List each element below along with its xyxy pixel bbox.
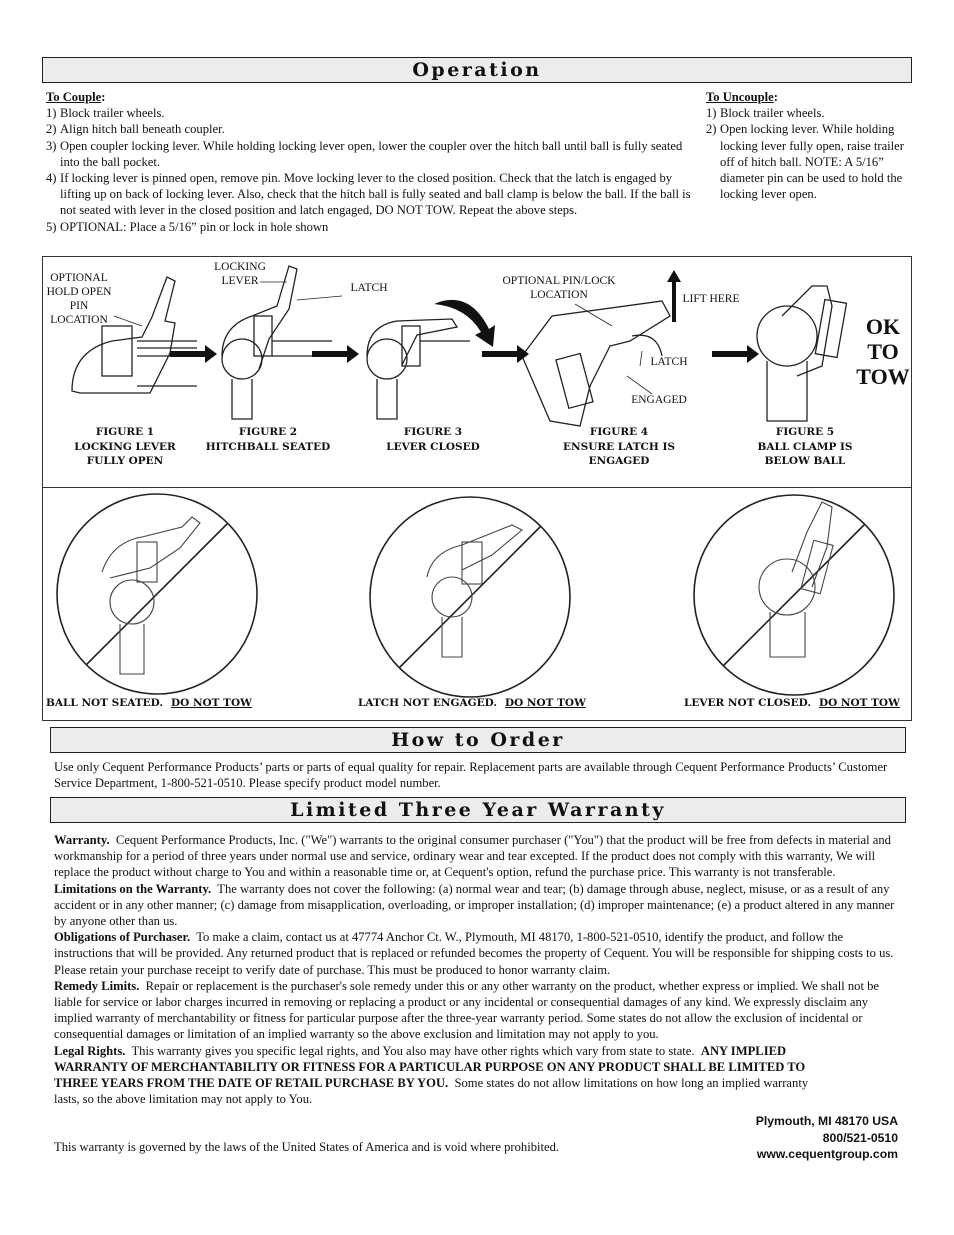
optional-lock-label: OPTIONAL PIN/LOCK LOCATION: [502, 275, 616, 301]
step-text: Block trailer wheels.: [60, 106, 165, 121]
figure2-caption: [196, 425, 340, 454]
section-text: This warranty gives you specific legal rights, and You also may have other rights which vary from state to state.: [131, 1043, 695, 1058]
step-text: Open coupler locking lever. While holding locking lever open, lower the coupler over the hitch ball until ball is fully seated into the ball pocket.: [60, 138, 683, 169]
step-number: 1): [46, 106, 57, 121]
uncouple-step: [706, 105, 916, 121]
order-title: How to Order: [391, 729, 565, 751]
couple-step: [46, 138, 696, 170]
section-text: Repair or replacement is the purchaser's sole remedy under this or any other warranty on the product, whether express or implied. We shall not be liable for service or labor charges incurred in removing or replacing a product or any incidental or consequential damages of any kind. We expressly disclaim any implied warranty of merchantability or fitness for particular purpose after the three-year warranty period. Some states do not allow the exclusion of incidental or consequential damages or limitation of an implied warranty so the above exclusion and limitation may not apply to you.: [54, 978, 879, 1042]
caption-line: FIGURE 5: [775, 426, 835, 438]
locking-lever-label: LOCKING LEVER: [214, 261, 266, 287]
couple-step: [46, 219, 696, 235]
caption-line: FIGURE 4: [589, 426, 649, 438]
contact-phone: 800/521-0510: [822, 1130, 898, 1145]
warning-lever-not-closed: [684, 695, 900, 711]
warning-ball-not-seated: [46, 695, 252, 711]
warranty-title: Limited Three Year Warranty: [290, 799, 666, 821]
section-text: Cequent Performance Products, Inc. ("We") warrants to the original consumer purchaser ("You") that the product will be free from defects in material and workmanship for a period of three years under normal use and service, ordinary wear and tear excepted. If the product does not comply with this warranty, We will replace the product without charge to You and within a reasonable time or, at Cequent's option, refund the purchase price. This warranty is not transferable.: [54, 833, 891, 880]
contact-city: Plymouth, MI 48170 USA: [755, 1114, 898, 1128]
figure3-caption: [368, 425, 498, 454]
figure2-coupler-drawing: [222, 266, 332, 419]
arrow-right-icon: [482, 345, 529, 363]
couple-step: [46, 121, 696, 137]
section-text: The warranty does not cover the following: (a) normal wear and tear; (b) damage through abuse, neglect, misuse, or as a result of any accident or in any other manner; (c) damage from misapplication, overloading, or improper installation; (d) improper maintenance; (e) a product altered in any manner by anyone other than us.: [54, 881, 895, 929]
section-text: Some states do not allow limitations on how long an implied warranty lasts, so the above limitation may not apply to You.: [54, 1076, 809, 1107]
caption-line: BALL CLAMP IS: [757, 440, 853, 453]
couple-instructions: To Couple: 1) Block trailer wheels. 2) Align hitch ball beneath coupler. 3) Open coupler locking lever. While holding locking lever open, lower the coupler over the hitch ball until ball is fully seated into the ball pocket. 4) If locking lever is pinned open, remove pin. Move locking lever to the closed position. Check that the latch is engaged by lifting up on back of locking lever. Also, check that the hitch ball is fully seated and ball clamp is below the ball. If the ball is not seated with lever in the closed position and latch engaged, DO NOT TOW. Repeat the above steps. 5) OPTIONAL: Place a 5/16” pin or lock in hole shown: [46, 89, 696, 235]
governed-text: This warranty is governed by the laws of the United States of America and is void where prohibited.: [54, 1140, 560, 1154]
caption-line: FIGURE 3: [403, 426, 463, 438]
ok-to-tow-line: OK: [865, 314, 901, 339]
uncouple-instructions: To Uncouple: 1) Block trailer wheels. 2) Open locking lever. While holding locking lever fully open, raise trailer off of hitch ball. NOTE: A 5/16” diameter pin can be used to hold the locking lever open.: [706, 89, 916, 202]
caption-line: BELOW BALL: [764, 455, 846, 467]
ok-to-tow-line: TOW: [856, 364, 910, 389]
operation-header: [42, 57, 912, 83]
caption-line: FULLY OPEN: [86, 455, 164, 467]
couple-step: [46, 105, 696, 121]
lift-here-label: LIFT HERE: [682, 293, 740, 305]
latch-label: LATCH: [650, 356, 688, 368]
figure4-caption: [549, 425, 689, 469]
caption-line: LOCKING LEVER: [74, 440, 176, 453]
ok-to-tow: [848, 314, 918, 389]
step-text: Open locking lever. While holding locking lever fully open, raise trailer off of hitch ball. NOTE: A 5/16” diameter pin can be used to hold the locking lever open.: [720, 122, 904, 202]
step-number: 1): [706, 106, 717, 121]
engaged-label: ENGAGED: [631, 394, 687, 406]
contact-block: [756, 1113, 898, 1163]
section-head: Warranty.: [54, 833, 110, 847]
figure5-coupler-drawing: [757, 286, 847, 421]
warning-action: DO NOT TOW: [819, 697, 900, 709]
contact-web[interactable]: www.cequentgroup.com: [756, 1147, 898, 1161]
latch-label-top: LATCH: [350, 282, 388, 294]
ok-to-tow-line: TO: [867, 339, 899, 364]
warranty-section: [54, 929, 902, 978]
warning-text: LATCH NOT ENGAGED.: [358, 697, 497, 709]
section-head: Remedy Limits.: [54, 978, 140, 993]
order-text: Use only Cequent Performance Products’ parts or parts of equal quality for repair. Replacement parts are available through Cequent Performance Products’ Customer Service Department, 1-800-521-0510. Please specify product model number.: [54, 760, 888, 791]
optional-pin-label: OPTIONAL HOLD OPEN PIN LOCATION: [46, 272, 112, 326]
caption-line: FIGURE 1: [95, 426, 155, 438]
warranty-section: [54, 832, 902, 881]
uncouple-step: [706, 121, 916, 202]
step-text: Align hitch ball beneath coupler.: [60, 122, 225, 137]
do-not-tow-illustrations: [42, 487, 912, 721]
warranty-body: [54, 832, 902, 1107]
arrow-right-icon: [712, 345, 759, 363]
warning-text: LEVER NOT CLOSED.: [684, 697, 811, 709]
step-text: If locking lever is pinned open, remove pin. Move locking lever to the closed position. Check that the latch is engaged by lifting up on back of locking lever. Also, check that the hitch ball is fully seated and ball clamp is below the ball. If the ball is not seated with lever in the closed position and latch engaged, DO NOT TOW. Repeat the above steps.: [60, 171, 691, 218]
section-head: Limitations on the Warranty.: [54, 881, 212, 896]
step-number: 4): [46, 171, 57, 186]
section-head: Obligations of Purchaser.: [54, 930, 191, 945]
step-number: 5): [46, 219, 57, 234]
order-header: [50, 727, 906, 753]
caption-line: FIGURE 2: [238, 426, 298, 438]
section-head: Legal Rights.: [54, 1043, 126, 1058]
warranty-section: [54, 881, 902, 930]
figure3-coupler-drawing: [367, 319, 470, 419]
warranty-section: [54, 978, 902, 1043]
step-number: 2): [706, 122, 717, 137]
warranty-section: [54, 1043, 834, 1108]
warning-action: DO NOT TOW: [171, 697, 252, 709]
curved-arrow-icon: [434, 300, 495, 347]
caption-line: ENGAGED: [588, 455, 650, 467]
caption-line: ENSURE LATCH IS: [563, 440, 675, 453]
step-text: Block trailer wheels.: [720, 106, 825, 121]
caption-line: HITCHBALL SEATED: [205, 440, 331, 453]
uncouple-heading: To Uncouple: [706, 90, 774, 104]
caption-line: LEVER CLOSED: [386, 440, 480, 453]
warranty-header: [50, 797, 906, 823]
couple-step: [46, 170, 696, 219]
section-text: To make a claim, contact us at 47774 Anchor Ct. W., Plymouth, MI 48170, 1-800-521-0510, identify the product, and follow the instructions that will be provided. Any returned product that is replaced or refunded becomes the property of Cequent. You will be responsible for shipping costs to us. Please retain your purchase receipt to verify date of purchase. This must be produced to honor warranty claim.: [54, 930, 894, 977]
step-number: 3): [46, 138, 57, 153]
figure5-caption: [740, 425, 870, 469]
warning-text: BALL NOT SEATED.: [46, 697, 164, 709]
warning-latch-not-engaged: [358, 695, 586, 711]
warning-action: DO NOT TOW: [505, 697, 586, 709]
figure1-caption: [60, 425, 190, 469]
step-number: 2): [46, 122, 57, 137]
couple-heading: To Couple: [46, 90, 102, 104]
section-bold-text: ANY IMPLIED WARRANTY OF MERCHANTABILITY OR FITNESS FOR A PARTICULAR PURPOSE ON ANY PRODUCT SHALL BE LIMITED TO THREE YEARS FROM THE DATE OF RETAIL PURCHASE BY YOU.: [54, 1043, 806, 1091]
step-text: OPTIONAL: Place a 5/16” pin or lock in hole shown: [60, 219, 329, 234]
arrow-right-icon: [312, 345, 359, 363]
operation-title: Operation: [412, 59, 542, 81]
